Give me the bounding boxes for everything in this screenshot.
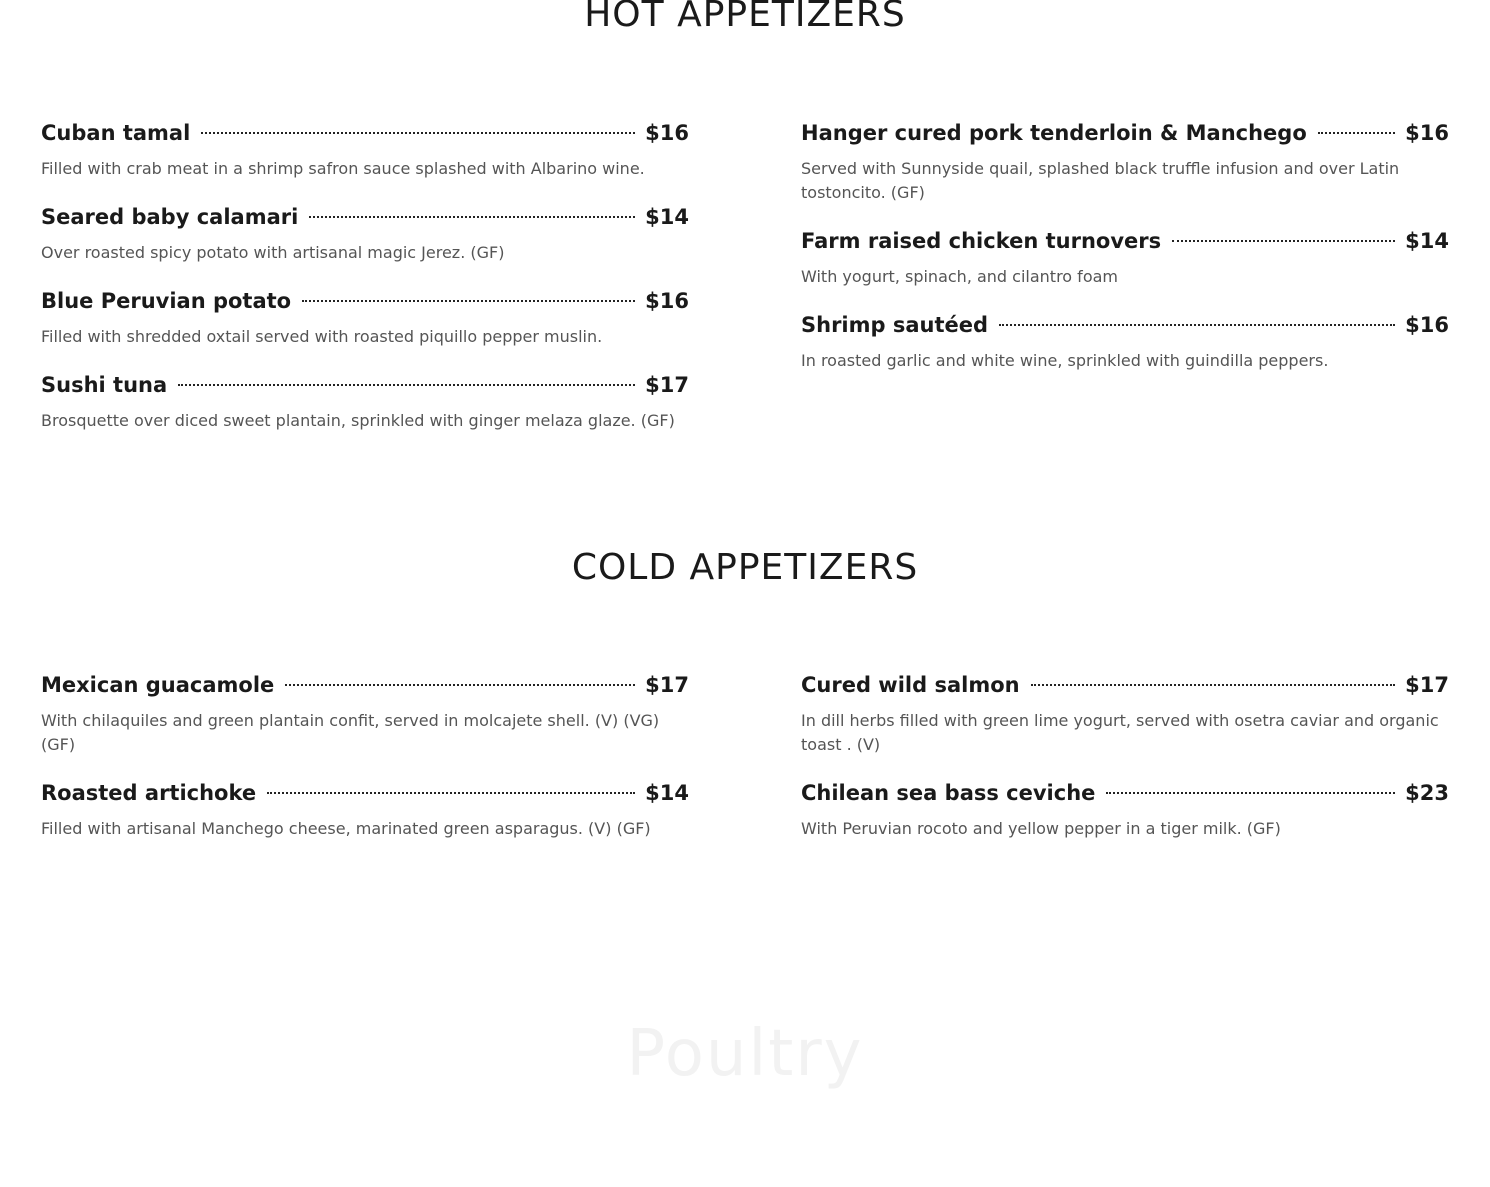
menu-item-price: $14 [645,205,689,229]
dotted-leader [285,684,635,686]
dotted-leader [302,300,635,302]
menu-item-header [801,775,1449,811]
dotted-leader [178,384,635,386]
menu-item-description: In dill herbs filled with green lime yogurt, served with osetra caviar and organic toast . (V) [801,711,1439,754]
menu-item [41,775,689,841]
menu-item [41,367,689,433]
menu-item [801,307,1449,373]
menu-item-header [41,283,689,319]
menu-item-header [801,115,1449,151]
menu-item-header [801,667,1449,703]
menu-item-description: Served with Sunnyside quail, splashed black truffle infusion and over Latin tostoncito. (GF) [801,159,1400,202]
menu-column-left [41,667,689,859]
menu-column-right [801,115,1449,451]
dotted-leader [1318,132,1395,134]
menu-item [41,115,689,181]
menu-item [801,775,1449,841]
menu-item-header [41,115,689,151]
menu-item-name: Hanger cured pork tenderloin & Manchego [801,121,1307,145]
menu-item-price: $16 [1405,313,1449,337]
cold-appetizers-grid [41,667,1449,859]
menu-item-description: In roasted garlic and white wine, sprinkled with guindilla peppers. [801,351,1329,370]
menu-item [41,199,689,265]
menu-item-description: Filled with shredded oxtail served with roasted piquillo pepper muslin. [41,327,603,346]
menu-item-description: Filled with artisanal Manchego cheese, marinated green asparagus. (V) (GF) [41,819,651,838]
menu-item-description: Filled with crab meat in a shrimp safron sauce splashed with Albarino wine. [41,159,645,178]
menu-item [801,223,1449,289]
menu-item-price: $17 [645,673,689,697]
menu-item-name: Shrimp sautéed [801,313,989,337]
menu-item [801,115,1449,205]
dotted-leader [1172,240,1395,242]
menu-item-name: Blue Peruvian potato [41,289,292,313]
menu-item-name: Farm raised chicken turnovers [801,229,1162,253]
hot-appetizers-grid [41,115,1449,451]
menu-column-right [801,667,1449,859]
menu-item-header [41,775,689,811]
dotted-leader [201,132,635,134]
menu-item-description: With yogurt, spinach, and cilantro foam [801,267,1118,286]
dotted-leader [999,324,1395,326]
menu-item-price: $16 [645,121,689,145]
menu-column-left [41,115,689,451]
menu-item-price: $14 [1405,229,1449,253]
menu-item-price: $16 [1405,121,1449,145]
menu-item-name: Cuban tamal [41,121,191,145]
menu-item-price: $23 [1405,781,1449,805]
menu-item-description: With Peruvian rocoto and yellow pepper in a tiger milk. (GF) [801,819,1281,838]
menu-item-description: Over roasted spicy potato with artisanal magic Jerez. (GF) [41,243,505,262]
section-title-hot-appetizers: HOT APPETIZERS [584,0,906,35]
menu-item-price: $17 [645,373,689,397]
menu-item [41,283,689,349]
menu-item-description: Brosquette over diced sweet plantain, sprinkled with ginger melaza glaze. (GF) [41,411,675,430]
menu-item-name: Seared baby calamari [41,205,299,229]
dotted-leader [1106,792,1395,794]
menu-item-description: With chilaquiles and green plantain confit, served in molcajete shell. (V) (VG) (GF) [41,711,660,754]
menu-item [41,667,689,757]
menu-item-price: $17 [1405,673,1449,697]
section-title-poultry: Poultry [626,1017,864,1091]
menu-item-price: $14 [645,781,689,805]
menu-item-name: Mexican guacamole [41,673,275,697]
menu-item-header [801,307,1449,343]
menu-item-header [41,667,689,703]
menu-item-header [41,367,689,403]
menu-item-header [801,223,1449,259]
menu-item-name: Chilean sea bass ceviche [801,781,1096,805]
menu-item-name: Cured wild salmon [801,673,1020,697]
menu-item-price: $16 [645,289,689,313]
dotted-leader [309,216,635,218]
menu-item-name: Sushi tuna [41,373,168,397]
menu-item-header [41,199,689,235]
dotted-leader [1031,684,1396,686]
menu-item-name: Roasted artichoke [41,781,257,805]
dotted-leader [267,792,635,794]
section-title-cold-appetizers: COLD APPETIZERS [571,547,919,588]
menu-item [801,667,1449,757]
